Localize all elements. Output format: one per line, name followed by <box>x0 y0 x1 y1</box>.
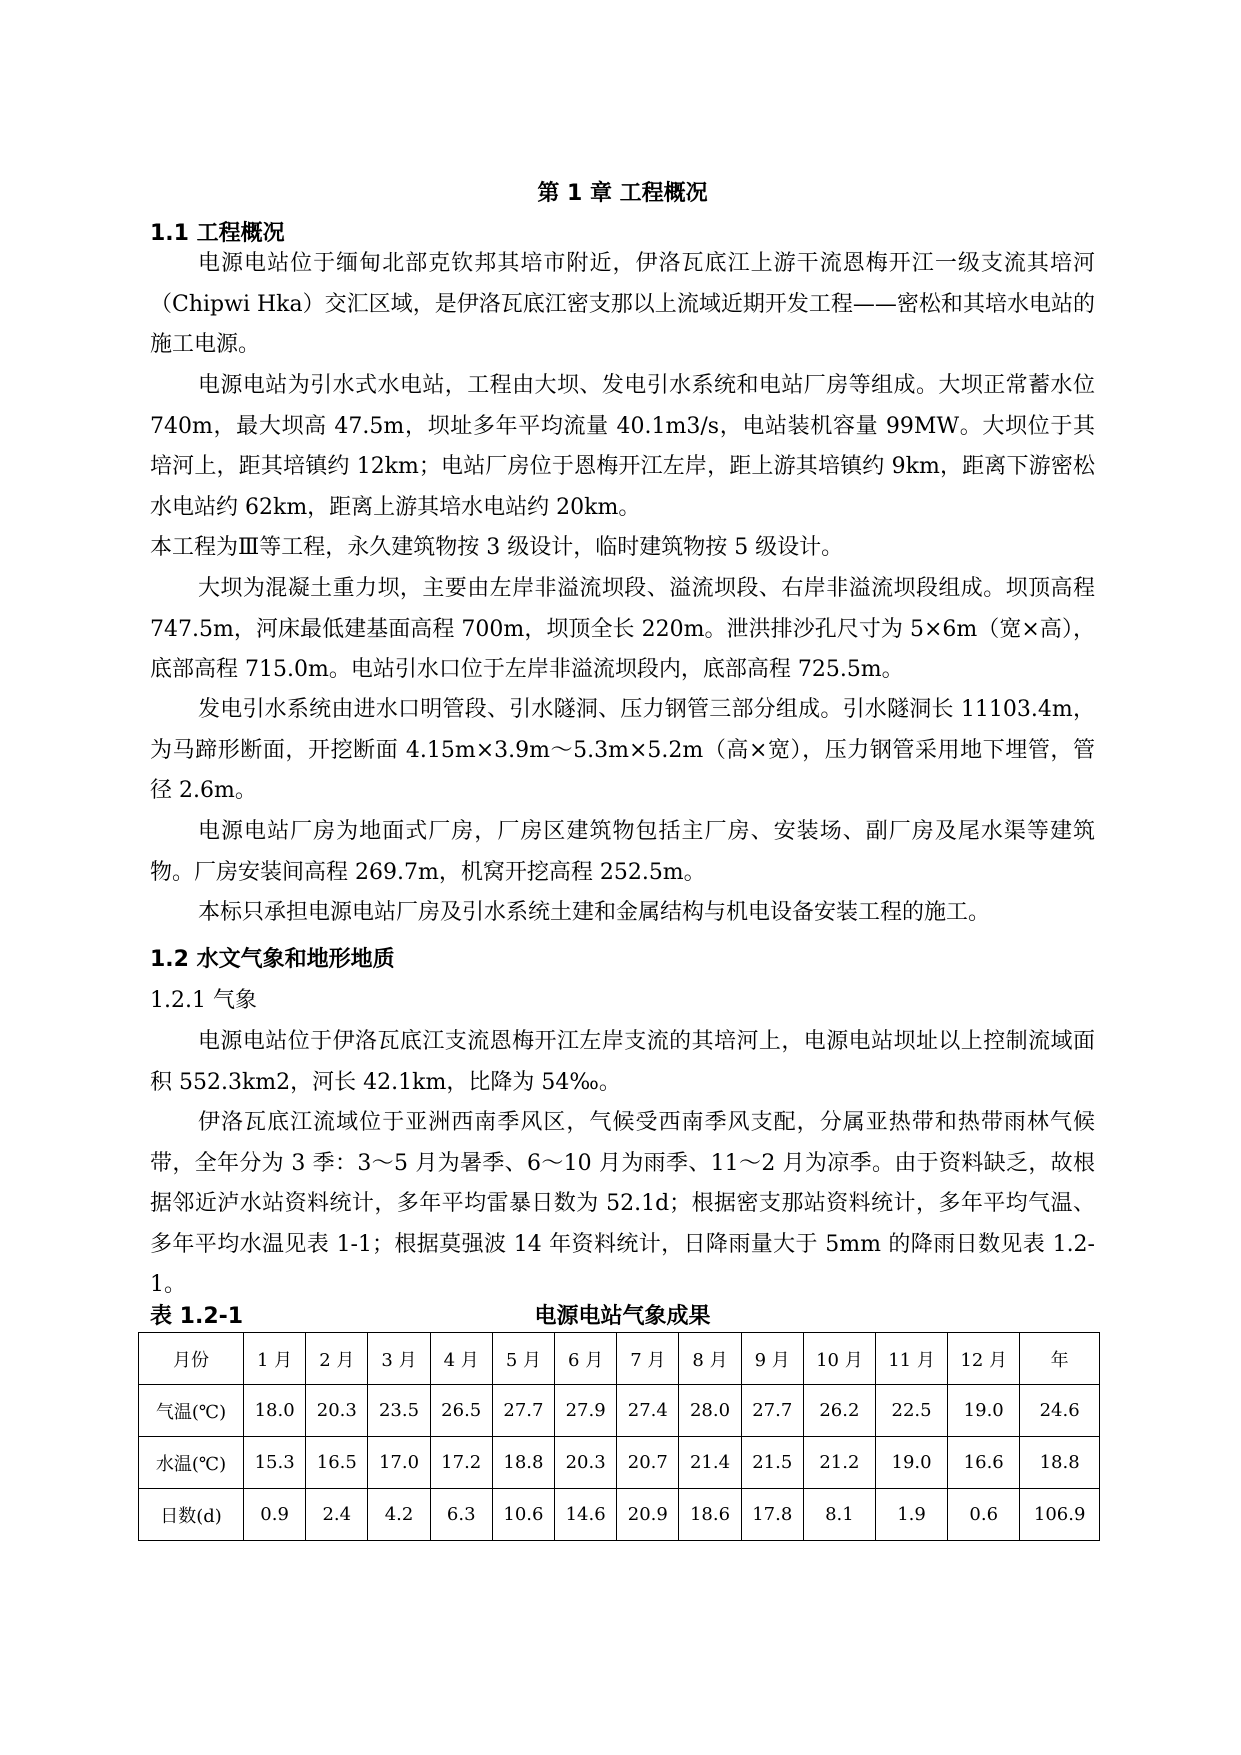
paragraph: 伊洛瓦底江流域位于亚洲西南季风区，气候受西南季风支配，分属亚热带和热带雨林气候带，全年分为 3 季：3～5 月为暑季、6～10 月为雨季、11～2 月为凉季。由于资料缺乏，故根据邻近泸水站资料统计，多年平均雷暴日数为 52.1d；根据密支那站资料统计，多年平均气温、多年平均水温见表 1-1；根据莫强波 14 年资料统计，日降雨量大于 5mm 的降雨日数见表 1.2-1。 <box>150 1110 1095 1297</box>
table-cell: 22.5 <box>875 1385 947 1437</box>
table-title: 电源电站气象成果 <box>534 1304 711 1329</box>
header-cell: 年 <box>1020 1333 1100 1385</box>
table-cell: 16.5 <box>306 1437 368 1489</box>
table-cell: 17.0 <box>368 1437 430 1489</box>
table-cell: 20.3 <box>306 1385 368 1437</box>
row-label: 水温(℃) <box>139 1437 244 1489</box>
header-cell: 3 月 <box>368 1333 430 1385</box>
table-cell: 6.3 <box>430 1489 492 1541</box>
table-cell: 8.1 <box>803 1489 875 1541</box>
table-cell: 20.7 <box>617 1437 679 1489</box>
header-cell: 2 月 <box>306 1333 368 1385</box>
table-cell: 4.2 <box>368 1489 430 1541</box>
table-row <box>139 1385 1100 1437</box>
table-cell: 18.6 <box>679 1489 741 1541</box>
table-cell: 24.6 <box>1020 1385 1100 1437</box>
table-cell: 21.5 <box>741 1437 803 1489</box>
table-cell: 1.9 <box>875 1489 947 1541</box>
table-cell: 0.6 <box>948 1489 1020 1541</box>
table-row <box>139 1489 1100 1541</box>
table-cell: 20.9 <box>617 1489 679 1541</box>
header-cell: 1 月 <box>244 1333 306 1385</box>
subsection-heading-1-2-1: 1.2.1 气象 <box>150 988 257 1013</box>
section-heading-1-2: 1.2 水文气象和地形地质 <box>150 947 395 972</box>
table-cell: 27.7 <box>741 1385 803 1437</box>
header-cell: 10 月 <box>803 1333 875 1385</box>
section-heading-1-1: 1.1 工程概况 <box>150 221 285 246</box>
table-cell: 26.5 <box>430 1385 492 1437</box>
paragraph: 电源电站位于伊洛瓦底江支流恩梅开江左岸支流的其培河上，电源电站坝址以上控制流域面积 552.3km2，河长 42.1km，比降为 54‰。 <box>150 1029 1095 1095</box>
table-cell: 18.8 <box>492 1437 554 1489</box>
row-label: 气温(℃) <box>139 1385 244 1437</box>
table-cell: 28.0 <box>679 1385 741 1437</box>
header-cell: 4 月 <box>430 1333 492 1385</box>
table-cell: 19.0 <box>875 1437 947 1489</box>
table-caption <box>150 1299 1095 1329</box>
paragraph: 电源电站为引水式水电站，工程由大坝、发电引水系统和电站厂房等组成。大坝正常蓄水位 740m，最大坝高 47.5m，坝址多年平均流量 40.1m3/s，电站装机容量 99MW。大坝位于其培河上，距其培镇约 12km；电站厂房位于恩梅开江左岸，距上游其培镇约 9km，距离下游密松水电站约 62km，距离上游其培水电站约 20km。 <box>150 373 1095 520</box>
table-cell: 18.0 <box>244 1385 306 1437</box>
table-cell: 20.3 <box>555 1437 617 1489</box>
chapter-title: 第 1 章 工程概况 <box>537 181 708 206</box>
header-cell: 月份 <box>139 1333 244 1385</box>
table-cell: 10.6 <box>492 1489 554 1541</box>
paragraph: 发电引水系统由进水口明管段、引水隧洞、压力钢管三部分组成。引水隧洞长 11103.4m，为马蹄形断面，开挖断面 4.15m×3.9m～5.3m×5.2m（高×宽），压力钢管采用地下埋管，管径 2.6m。 <box>150 697 1095 803</box>
table-cell: 23.5 <box>368 1385 430 1437</box>
table-header-row <box>139 1333 1100 1385</box>
table-cell: 106.9 <box>1020 1489 1100 1541</box>
table-number: 表 1.2-1 <box>150 1304 244 1329</box>
table-cell: 18.8 <box>1020 1437 1100 1489</box>
paragraph: 电源电站位于缅甸北部克钦邦其培市附近，伊洛瓦底江上游干流恩梅开江一级支流其培河（Chipwi Hka）交汇区域，是伊洛瓦底江密支那以上流域近期开发工程——密松和其培水电站的施工电源。 <box>150 251 1095 357</box>
table-cell: 0.9 <box>244 1489 306 1541</box>
table-cell: 21.2 <box>803 1437 875 1489</box>
table-cell: 19.0 <box>948 1385 1020 1437</box>
header-cell: 11 月 <box>875 1333 947 1385</box>
table-cell: 15.3 <box>244 1437 306 1489</box>
table-cell: 27.4 <box>617 1385 679 1437</box>
header-cell: 9 月 <box>741 1333 803 1385</box>
table-cell: 2.4 <box>306 1489 368 1541</box>
header-cell: 7 月 <box>617 1333 679 1385</box>
paragraph: 本标只承担电源电站厂房及引水系统土建和金属结构与机电设备安装工程的施工。 <box>198 900 991 925</box>
table-cell: 27.7 <box>492 1385 554 1437</box>
weather-table <box>138 1332 1100 1541</box>
header-cell: 12 月 <box>948 1333 1020 1385</box>
paragraph: 电源电站厂房为地面式厂房，厂房区建筑物包括主厂房、安装场、副厂房及尾水渠等建筑物。厂房安装间高程 269.7m，机窝开挖高程 252.5m。 <box>150 819 1095 885</box>
table-cell: 14.6 <box>555 1489 617 1541</box>
paragraph: 大坝为混凝土重力坝，主要由左岸非溢流坝段、溢流坝段、右岸非溢流坝段组成。坝顶高程 747.5m，河床最低建基面高程 700m，坝顶全长 220m。泄洪排沙孔尺寸为 5×6m（宽×高），底部高程 715.0m。电站引水口位于左岸非溢流坝段内，底部高程 725.5m。 <box>150 576 1095 682</box>
table-row <box>139 1437 1100 1489</box>
table-cell: 16.6 <box>948 1437 1020 1489</box>
table-cell: 17.8 <box>741 1489 803 1541</box>
row-label: 日数(d) <box>139 1489 244 1541</box>
header-cell: 5 月 <box>492 1333 554 1385</box>
paragraph: 本工程为Ⅲ等工程，永久建筑物按 3 级设计，临时建筑物按 5 级设计。 <box>150 535 844 560</box>
header-cell: 8 月 <box>679 1333 741 1385</box>
table-cell: 27.9 <box>555 1385 617 1437</box>
table-cell: 21.4 <box>679 1437 741 1489</box>
table-cell: 26.2 <box>803 1385 875 1437</box>
header-cell: 6 月 <box>555 1333 617 1385</box>
table-cell: 17.2 <box>430 1437 492 1489</box>
